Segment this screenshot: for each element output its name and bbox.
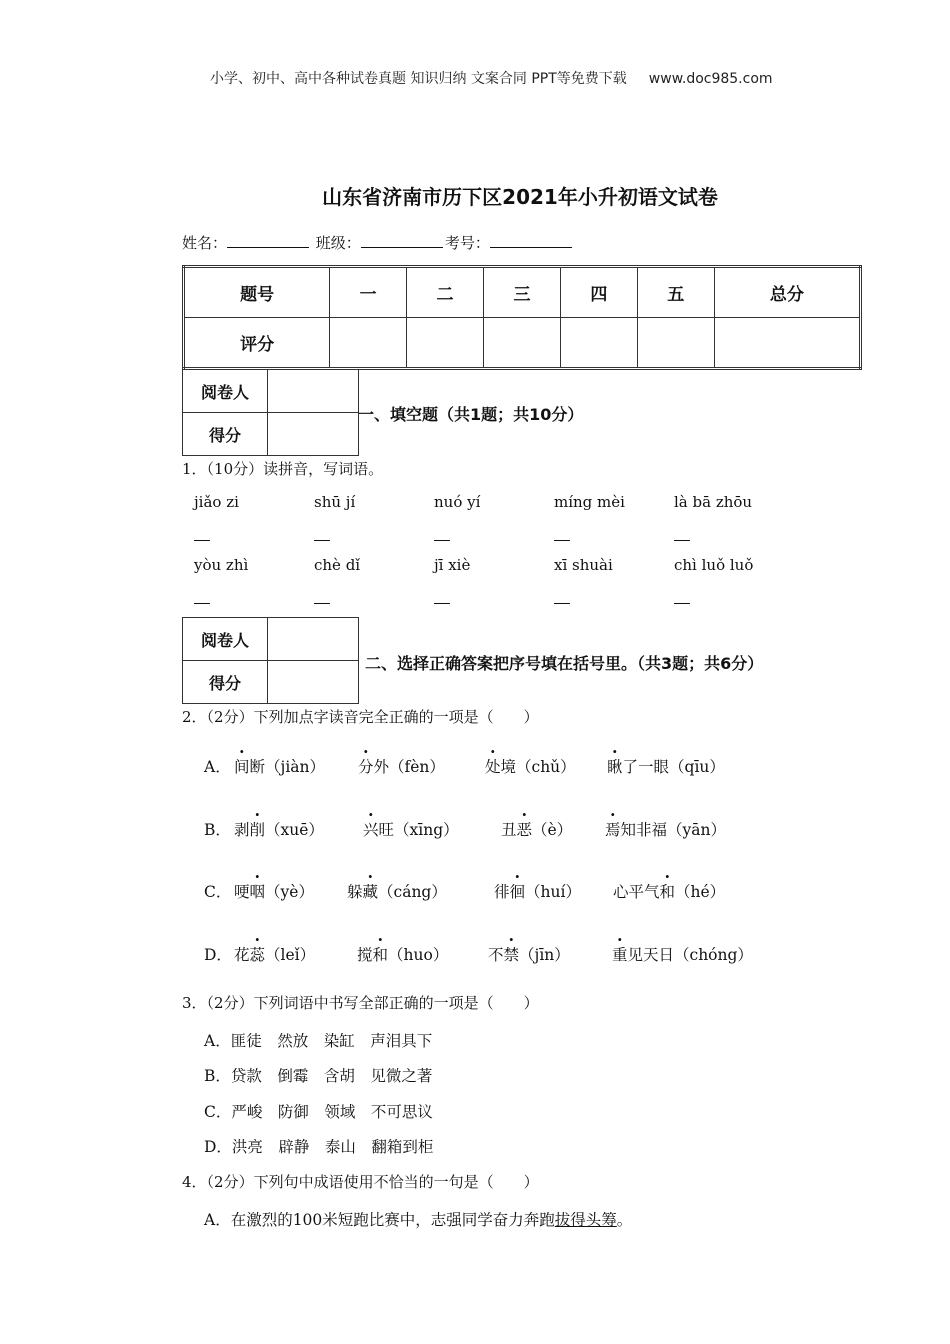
dotted-char: 禁 (503, 946, 520, 964)
option-label: C． (204, 883, 232, 901)
score-cell[interactable] (714, 318, 860, 369)
q2-item: 搅和（huo） (357, 943, 448, 965)
dotted-char: 间 (234, 758, 250, 776)
reviewer-cell[interactable] (268, 618, 359, 661)
dotted-char: 重 (612, 946, 628, 964)
q2-option-D[interactable] (204, 943, 232, 965)
exam-title: 山东省济南市历下区2021年小升初语文试卷 (322, 185, 718, 209)
q1-pinyin: shū jí (314, 493, 356, 511)
section-1-title: 一、填空题（共1题；共10分） (358, 405, 584, 424)
class-blank[interactable] (361, 233, 443, 248)
reviewer-label: 阅卷人 (183, 618, 268, 661)
q4-stem: 4．（2分）下列句中成语使用不恰当的一句是（ ） (182, 1173, 539, 1191)
score-cell[interactable] (484, 318, 561, 369)
score-header: 四 (560, 267, 637, 318)
score-header: 一 (330, 267, 407, 318)
answer-blank[interactable] (434, 540, 450, 541)
score-row-label: 评分 (184, 318, 330, 369)
q1-pinyin: yòu zhì (194, 556, 249, 574)
score-cell[interactable] (268, 413, 359, 456)
q2-item: 兴旺（xīng） (363, 818, 459, 840)
option-label: A． (204, 758, 231, 776)
q2-option-C[interactable] (204, 880, 231, 902)
score-cell[interactable] (330, 318, 407, 369)
q2-item: 分外（fèn） (358, 755, 445, 777)
answer-blank[interactable] (674, 603, 690, 604)
q1-pinyin: xī shuài (554, 556, 613, 574)
score-header: 题号 (184, 267, 330, 318)
class-label: 班级： (315, 234, 361, 252)
number-label: 考号： (444, 234, 490, 252)
dotted-char: 藏 (362, 883, 379, 901)
q2-item: 瞅了一眼（qīu） (607, 755, 725, 777)
q2-option-B[interactable] (204, 818, 231, 840)
q2-item: 哽咽（yè） (234, 880, 314, 902)
q1-pinyin: là bā zhōu (674, 493, 753, 511)
q1-pinyin: jiǎo zi (194, 493, 239, 511)
q3-stem: 3．（2分）下列词语中书写全部正确的一项是（ ） (182, 994, 539, 1012)
score-cell[interactable] (407, 318, 484, 369)
score-value-row (184, 318, 861, 369)
q1-pinyin: jī xiè (434, 556, 471, 574)
score-header: 五 (637, 267, 714, 318)
answer-blank[interactable] (554, 540, 570, 541)
q2-stem: 2．（2分）下列加点字读音完全正确的一项是（ ） (182, 708, 539, 726)
score-header: 总分 (714, 267, 860, 318)
q2-item: 徘徊（huí） (494, 880, 581, 902)
q3-option-A[interactable]: A．匪徒 然放 染缸 声泪具下 (204, 1032, 433, 1050)
q2-item: 间断（jiàn） (234, 755, 325, 777)
dotted-char: 兴 (363, 821, 379, 839)
dotted-char: 分 (358, 758, 374, 776)
score-cell[interactable] (637, 318, 714, 369)
dotted-char: 徊 (509, 883, 526, 901)
q4-option-A[interactable]: A．在激烈的100米短跑比赛中，志强同学奋力奔跑拔得头筹。 (204, 1211, 633, 1229)
header-url[interactable]: www.doc985.com (648, 71, 773, 87)
header-text: 小学、初中、高中各种试卷真题 知识归纳 文案合同 PPT等免费下载 (210, 71, 627, 87)
score-label: 得分 (183, 661, 268, 704)
dotted-char: 和 (659, 883, 676, 901)
q2-item: 花蕊（leǐ） (234, 943, 315, 965)
name-blank[interactable] (227, 233, 309, 248)
dotted-char: 恶 (516, 821, 533, 839)
q2-item: 心平气和（hé） (613, 880, 725, 902)
section-2-title: 二、选择正确答案把序号填在括号里。（共3题；共6分） (365, 654, 764, 673)
dotted-char: 削 (249, 821, 266, 839)
score-header: 三 (484, 267, 561, 318)
grader-box-1 (182, 369, 359, 456)
answer-blank[interactable] (674, 540, 690, 541)
option-label: D． (204, 946, 232, 964)
score-label: 得分 (183, 413, 268, 456)
q2-item: 丑恶（è） (501, 818, 572, 840)
reviewer-cell[interactable] (268, 370, 359, 413)
q1-pinyin: chì luǒ luǒ (674, 556, 754, 574)
q1-pinyin: míng mèi (554, 493, 625, 511)
page-header (210, 68, 773, 88)
q2-item: 躲藏（cáng） (347, 880, 447, 902)
dotted-char: 蕊 (249, 946, 266, 964)
score-header-row (184, 267, 861, 318)
q2-item: 剥削（xuē） (234, 818, 324, 840)
q1-pinyin: chè dǐ (314, 556, 361, 574)
underlined-idiom: 拔得头筹 (554, 1211, 617, 1229)
q3-option-C[interactable]: C．严峻 防御 领域 不可思议 (204, 1103, 433, 1121)
grader-box-2 (182, 617, 359, 704)
q2-option-A[interactable] (204, 755, 231, 777)
answer-blank[interactable] (554, 603, 570, 604)
q2-item: 焉知非福（yān） (605, 818, 726, 840)
answer-blank[interactable] (194, 603, 210, 604)
answer-blank[interactable] (314, 540, 330, 541)
q3-option-B[interactable]: B．贷款 倒霉 含胡 见微之著 (204, 1067, 433, 1085)
student-info (182, 232, 574, 253)
number-blank[interactable] (490, 233, 572, 248)
dotted-char: 咽 (249, 883, 266, 901)
q1-pinyin: nuó yí (434, 493, 481, 511)
dotted-char: 瞅 (607, 758, 623, 776)
score-cell[interactable] (268, 661, 359, 704)
score-table (182, 265, 862, 370)
q2-item: 不禁（jīn） (488, 943, 570, 965)
dotted-char: 和 (372, 946, 389, 964)
score-cell[interactable] (560, 318, 637, 369)
answer-blank[interactable] (434, 603, 450, 604)
q1-stem: 1．（10分）读拼音，写词语。 (182, 460, 384, 478)
q2-item: 重见天日（chóng） (612, 943, 753, 965)
score-header: 二 (407, 267, 484, 318)
answer-blank[interactable] (194, 540, 210, 541)
dotted-char: 处 (485, 758, 501, 776)
q3-option-D[interactable]: D．洪亮 辟静 泰山 翻箱到柜 (204, 1138, 434, 1156)
dotted-char: 焉 (605, 821, 621, 839)
q2-item: 处境（chǔ） (485, 755, 576, 777)
answer-blank[interactable] (314, 603, 330, 604)
name-label: 姓名： (182, 234, 228, 252)
reviewer-label: 阅卷人 (183, 370, 268, 413)
option-label: B． (204, 821, 231, 839)
